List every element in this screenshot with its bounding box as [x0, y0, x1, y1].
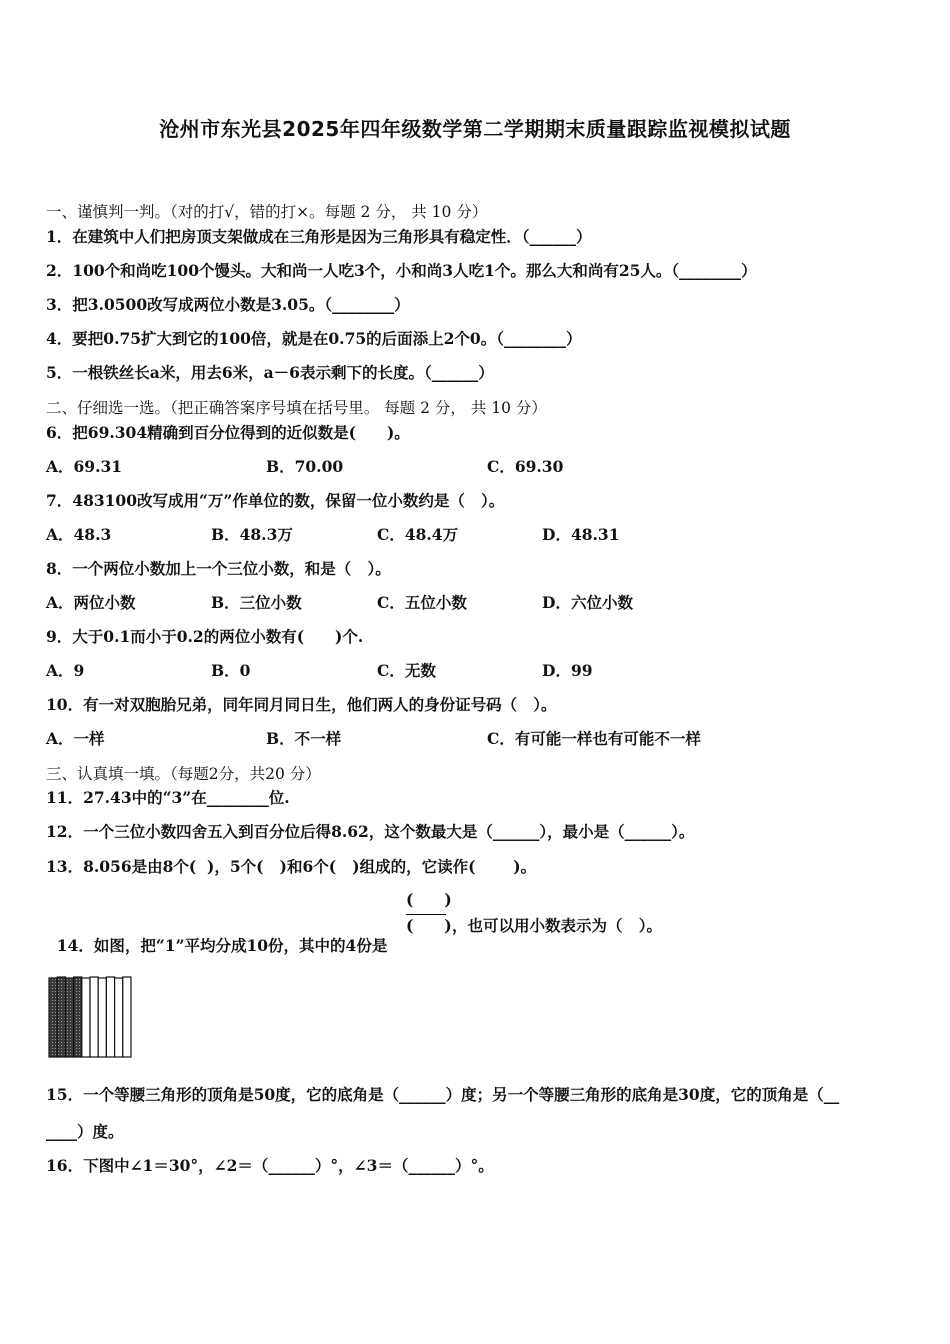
strip-empty: [123, 977, 131, 1057]
q7-option-b: B．48.3万: [211, 525, 293, 544]
q10-option-c: C．有可能一样也有可能不一样: [487, 729, 701, 748]
question-10: 10．有一对双胞胎兄弟，同年同月同日生，他们两人的身份证号码（ ）。: [46, 695, 557, 714]
section-heading-1: 一、谨慎判一判。（对的打√，错的打×。每题 2 分， 共 10 分）: [46, 203, 488, 221]
strip-empty: [106, 977, 114, 1057]
q7-option-a: A．48.3: [46, 525, 112, 544]
q14-fraction-denominator: ( ): [406, 916, 452, 935]
question-7: 7．483100改写成用“万”作单位的数，保留一位小数约是（ ）。: [46, 491, 505, 510]
q14-prefix: 14．如图，把“1”平均分成10份，其中的4份是: [56, 936, 388, 955]
strip-empty: [115, 978, 123, 1057]
q14-fraction-bar: [406, 914, 446, 915]
strip-shaded: [74, 977, 82, 1057]
q8-option-c: C．五位小数: [377, 593, 467, 612]
question-5: 5．一根铁丝长a米，用去6米，a－6表示剩下的长度。（______）: [46, 363, 494, 382]
question-1: 1．在建筑中人们把房顶支架做成在三角形是因为三角形具有稳定性．（______）: [46, 227, 592, 246]
question-14: [46, 916, 387, 956]
question-12: 12．一个三位小数四舍五入到百分位后得8.62，这个数最大是（______），最小是（______）。: [46, 822, 695, 841]
strip-shaded: [49, 978, 57, 1057]
question-6: 6．把69.304精确到百分位得到的近似数是( )。: [46, 423, 410, 442]
question-13: 13．8.056是由8个( )，5个( )和6个( )组成的，它读作( )。: [46, 857, 537, 876]
q9-option-b: B．0: [211, 661, 251, 680]
q8-option-b: B．三位小数: [211, 593, 302, 612]
q9-option-a: A．9: [46, 661, 85, 680]
q6-option-a: A．69.31: [46, 457, 123, 476]
q10-option-a: A．一样: [46, 729, 105, 748]
strip-shaded: [65, 978, 73, 1057]
q14-suffix: ，也可以用小数表示为（ ）。: [452, 916, 662, 935]
section-heading-2: 二、仔细选一选。（把正确答案序号填在括号里。 每题 2 分， 共 10 分）: [46, 399, 547, 417]
question-9: 9．大于0.1而小于0.2的两位小数有( )个.: [46, 627, 364, 646]
question-11: 11．27.43中的“3”在________位.: [46, 788, 290, 807]
q7-option-c: C．48.4万: [377, 525, 459, 544]
strip-shaded: [57, 977, 65, 1057]
fraction-strip-figure: [48, 975, 134, 1059]
question-4: 4．要把0.75扩大到它的100倍，就是在0.75的后面添上2个0。（________）: [46, 329, 582, 348]
strip-empty: [90, 977, 98, 1057]
q7-option-d: D．48.31: [542, 525, 620, 544]
question-2: 2．100个和尚吃100个馒头。大和尚一人吃3个，小和尚3人吃1个。那么大和尚有25人。（________）: [46, 261, 757, 280]
question-15-line-2: ____）度。: [46, 1122, 124, 1141]
q10-option-b: B．不一样: [266, 729, 342, 748]
question-8: 8．一个两位小数加上一个三位小数，和是（ ）。: [46, 559, 391, 578]
question-15-line-1: 15．一个等腰三角形的顶角是50度，它的底角是（______）度；另一个等腰三角形的底角是30度，它的顶角是（__: [46, 1085, 840, 1104]
strip-empty: [98, 978, 106, 1057]
strip-empty: [82, 978, 90, 1057]
q9-option-c: C．无数: [377, 661, 436, 680]
question-3: 3．把3.0500改写成两位小数是3.05。（________）: [46, 295, 410, 314]
section-heading-3: 三、认真填一填。（每题2分，共20 分）: [46, 765, 321, 783]
q14-fraction-numerator: ( ): [406, 890, 452, 909]
q8-option-d: D．六位小数: [542, 593, 633, 612]
q6-option-b: B．70.00: [266, 457, 344, 476]
q9-option-d: D．99: [542, 661, 593, 680]
page-title: 沧州市东光县2025年四年级数学第二学期期末质量跟踪监视模拟试题: [159, 117, 791, 141]
q8-option-a: A．两位小数: [46, 593, 136, 612]
q6-option-c: C．69.30: [487, 457, 564, 476]
question-16: 16．下图中∠1＝30°，∠2＝（______）°，∠3＝（______）°。: [46, 1156, 494, 1175]
